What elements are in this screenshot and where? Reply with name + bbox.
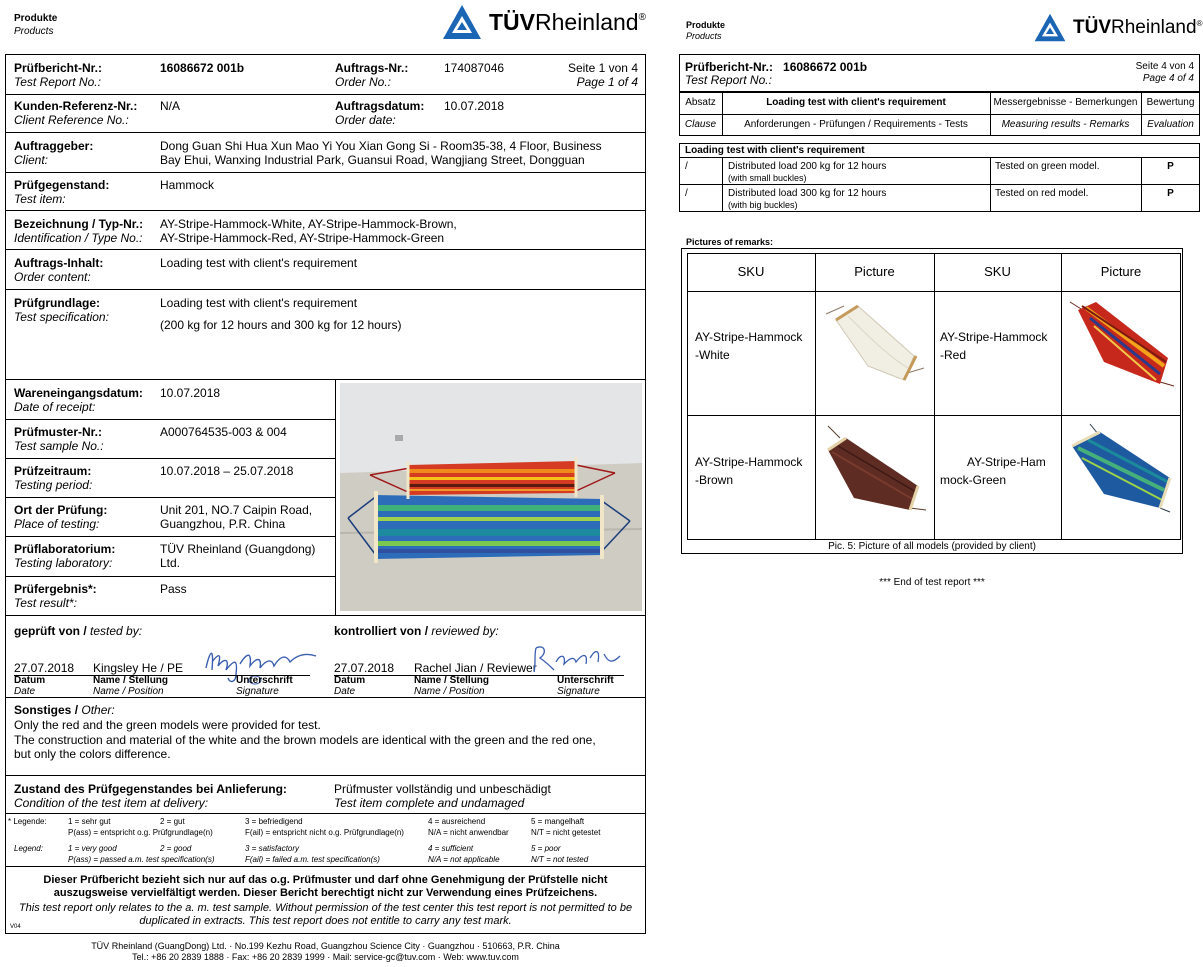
reviewed-col-date-de: Datum (334, 675, 366, 686)
legend-label-de: * Legende: (8, 817, 47, 826)
legend-en-3: 3 = satisfactory (245, 844, 300, 853)
legend-en-1: 1 = very good (68, 844, 117, 853)
order-date-label-en: Order date: (335, 113, 396, 127)
report-no-label-en: Test Report No.: (14, 75, 101, 89)
registered-mark: ® (638, 11, 646, 23)
r-row1-clause: / (685, 161, 688, 172)
r-head-picture-2: Picture (1100, 264, 1142, 279)
legend-en-4: 4 = sufficient (428, 844, 474, 853)
r-row2-remark: Tested on red model. (995, 188, 1089, 199)
order-date-label-de: Auftragsdatum: (335, 99, 425, 113)
r-col-eval-en: Evaluation (1147, 119, 1194, 130)
r-row1-eval: P (1167, 161, 1174, 172)
r-tuv-wordmark: TÜVRheinland (1073, 16, 1197, 38)
reviewed-col-sig-de: Unterschrift (557, 675, 614, 686)
legend-en-nt: N/T = not tested (531, 855, 589, 864)
condition-label-en: Condition of the test item at delivery: (14, 796, 209, 810)
order-no-label-de: Auftrags-Nr.: (335, 61, 409, 75)
reviewed-date: 27.07.2018 (334, 661, 395, 675)
sample-label-en: Test sample No.: (14, 439, 104, 453)
legend-de-1: 1 = sehr gut (68, 817, 111, 826)
r-row1-req-line2: (with small buckles) (728, 173, 807, 183)
r-tuv-triangle-icon (1033, 12, 1067, 43)
reviewed-by-heading: kontrolliert von / reviewed by: (334, 624, 499, 638)
r-sku-red-line2: -Red (940, 348, 967, 362)
r-section-title: Loading test with client's requirement (685, 145, 865, 156)
legend-en-na: N/A = not applicable (428, 855, 500, 864)
order-no-value: 174087046 (444, 61, 505, 75)
footer-line1: TÜV Rheinland (GuangDong) Ltd. · No.199 Kezhu Road, Guangzhou Science City · Guangzhou · 510663, P.R. China (91, 941, 560, 951)
other-line1: Only the red and the green models were provided for test. (14, 718, 321, 732)
r-sku-green-line1: AY-Stripe-Ham (967, 455, 1046, 469)
legend-de-pass: P(ass) = entspricht o.g. Prüfgrundlage(n) (68, 828, 213, 837)
period-label-en: Testing period: (14, 478, 93, 492)
disclaimer-en-line2: duplicated in extracts. This test report does not entitle to carry any test mark. (139, 915, 512, 927)
r-picture-green-hammock (1064, 420, 1178, 521)
spec-value-line1: Loading test with client's requirement (160, 296, 358, 310)
tested-col-date-en: Date (14, 686, 36, 697)
legend-en-pass: P(ass) = passed a.m. test specification(s) (68, 855, 215, 864)
result-value: Pass (160, 582, 187, 596)
page-number-en: Page 1 of 4 (576, 75, 638, 89)
tuv-logo (441, 3, 646, 41)
tuv-wordmark: TÜVRheinland (489, 8, 639, 35)
period-value: 10.07.2018 – 25.07.2018 (160, 464, 294, 478)
ident-value-line2: AY-Stripe-Hammock-Red, AY-Stripe-Hammock-Green (160, 231, 445, 245)
lab-label-de: Prüflaboratorium: (14, 542, 116, 556)
r-head-picture-1: Picture (854, 264, 895, 279)
r-row2-eval: P (1167, 188, 1174, 199)
r-picture-brown-hammock (818, 420, 930, 521)
lab-value-line2: Ltd. (160, 556, 181, 570)
r-sku-red-line1: AY-Stripe-Hammock (940, 330, 1048, 344)
r-row1-remark: Tested on green model. (995, 161, 1100, 172)
place-label-de: Ort der Prüfung: (14, 503, 108, 517)
order-no-label-en: Order No.: (335, 75, 392, 89)
sample-photo (340, 383, 642, 611)
client-address-line1: Dong Guan Shi Hua Xun Mao Yi You Xian Gong Si - Room35-38, 4 Floor, Business (160, 139, 602, 153)
report-no-value: 16086672 001b (160, 61, 245, 75)
r-col-title: Loading test with client's requirement (766, 97, 946, 108)
r-col-measuring-en: Measuring results - Remarks (1001, 119, 1130, 130)
client-ref-value: N/A (160, 99, 181, 113)
r-row2-req-line1: Distributed load 300 kg for 12 hours (728, 188, 887, 199)
legend-de-na: N/A = nicht anwendbar (428, 828, 509, 837)
content-value: Loading test with client's requirement (160, 256, 358, 270)
legend-de-fail: F(ail) = entspricht nicht o.g. Prüfgrundlage(n) (245, 828, 404, 837)
legend-de-nt: N/T = nicht getestet (531, 828, 601, 837)
other-line3: but only the colors difference. (14, 747, 171, 761)
tested-col-date-de: Datum (14, 675, 46, 686)
tested-col-sig-en: Signature (236, 686, 279, 697)
tuv-triangle-icon (441, 3, 483, 41)
tested-by-heading: geprüft von / tested by: (14, 624, 143, 638)
spec-label-en: Test specification: (14, 310, 109, 324)
receipt-label-en: Date of receipt: (14, 400, 96, 414)
disclaimer-de-line2: auszugsweise vervielfältigt werden. Dieser Bericht berechtigt nicht zur Verwendung eines Prüfzeichens. (53, 887, 598, 899)
reviewed-col-sig-en: Signature (557, 686, 600, 697)
r-caption: Pic. 5: Picture of all models (provided by client) (828, 541, 1036, 552)
r-row2-clause: / (685, 188, 688, 199)
place-value-line2: Guangzhou, P.R. China (160, 517, 286, 531)
r-picture-red-hammock (1064, 296, 1178, 397)
legend-de-5: 5 = mangelhaft (531, 817, 585, 826)
r-row2-req-line2: (with big buckles) (728, 200, 798, 210)
ident-label-en: Identification / Type No.: (14, 231, 143, 245)
r-row1-req-line1: Distributed load 200 kg for 12 hours (728, 161, 887, 172)
result-label-en: Test result*: (14, 596, 77, 610)
reviewed-name: Rachel Jian / Reviewer (414, 661, 537, 675)
r-sku-brown-line1: AY-Stripe-Hammock (695, 455, 803, 469)
legend-de-2: 2 = gut (160, 817, 185, 826)
item-label-de: Prüfgegenstand: (14, 178, 110, 192)
r-page-de: Seite 4 von 4 (1135, 61, 1194, 72)
r-col-requirements: Anforderungen - Prüfungen / Requirements - Tests (744, 119, 968, 130)
client-label-en: Client: (14, 153, 49, 167)
r-col-clause-de: Absatz (685, 97, 716, 108)
r-products-label-en: Products (686, 31, 722, 41)
content-label-de: Auftrags-Inhalt: (14, 256, 104, 270)
r-sku-green-line2: mock-Green (940, 473, 1007, 487)
lab-value-line1: TÜV Rheinland (Guangdong) (160, 542, 316, 556)
r-sku-white-line2: -White (695, 348, 730, 362)
place-value-line1: Unit 201, NO.7 Caipin Road, (160, 503, 313, 517)
spec-value-line2: (200 kg for 12 hours and 300 kg for 12 hours) (160, 318, 402, 332)
r-report-no-label-en: Test Report No.: (685, 73, 772, 87)
r-registered-mark: ® (1196, 19, 1203, 28)
legend-en-fail: F(ail) = failed a.m. test specification(s) (245, 855, 380, 864)
other-heading: Sonstiges / Other: (14, 703, 115, 717)
footer-line2: Tel.: +86 20 2839 1888 · Fax: +86 20 2839 1999 · Mail: service-gc@tuv.com · Web: www.tuv.com (132, 952, 519, 962)
item-value: Hammock (160, 178, 215, 192)
legend-en-2: 2 = good (160, 844, 192, 853)
products-label-en: Products (14, 26, 54, 37)
sample-label-de: Prüfmuster-Nr.: (14, 425, 103, 439)
tested-name: Kingsley He / PE (93, 661, 184, 675)
r-head-sku-2: SKU (984, 264, 1011, 279)
legend-en-5: 5 = poor (531, 844, 561, 853)
lab-label-en: Testing laboratory: (14, 556, 113, 570)
disclaimer-en-line1: This test report only relates to the a. m. test sample. Without permission of the test center this test report is not permitted to be (18, 902, 633, 914)
r-picture-white-hammock (818, 296, 930, 397)
r-tuv-logo (1033, 12, 1202, 43)
r-col-eval-de: Bewertung (1146, 97, 1195, 108)
receipt-label-de: Wareneingangsdatum: (14, 386, 143, 400)
condition-value-de: Prüfmuster vollständig und unbeschädigt (334, 782, 551, 796)
content-label-en: Order content: (14, 270, 91, 284)
r-head-sku-1: SKU (737, 264, 765, 279)
r-pictures-title: Pictures of remarks: (686, 237, 774, 247)
order-date-value: 10.07.2018 (444, 99, 505, 113)
legend-de-4: 4 = ausreichend (428, 817, 486, 826)
client-ref-label-de: Kunden-Referenz-Nr.: (14, 99, 138, 113)
r-col-clause-en: Clause (684, 119, 717, 130)
item-label-en: Test item: (14, 192, 66, 206)
ident-label-de: Bezeichnung / Typ-Nr.: (14, 217, 144, 231)
ident-value-line1: AY-Stripe-Hammock-White, AY-Stripe-Hammock-Brown, (160, 217, 457, 231)
disclaimer-de-line1: Dieser Prüfbericht bezieht sich nur auf das o.g. Prüfmuster und darf ohne Genehmigung der Prüfstelle nicht (43, 874, 608, 886)
reviewed-col-name-en: Name / Position (414, 686, 485, 697)
form-version: V04 (10, 924, 21, 930)
r-report-no-label-de: Prüfbericht-Nr.: 16086672 001b (685, 60, 868, 74)
r-col-measuring-de: Messergebnisse - Bemerkungen (993, 97, 1138, 108)
r-sku-white-line1: AY-Stripe-Hammock (695, 330, 803, 344)
legend-de-3: 3 = befriedigend (245, 817, 303, 826)
report-no-label-de: Prüfbericht-Nr.: (14, 61, 103, 75)
r-end-of-report: *** End of test report *** (879, 577, 985, 588)
tested-date: 27.07.2018 (14, 661, 75, 675)
client-label-de: Auftraggeber: (14, 139, 94, 153)
period-label-de: Prüfzeitraum: (14, 464, 92, 478)
other-line2: The construction and material of the white and the brown models are identical with the green and the red one, (14, 733, 596, 747)
place-label-en: Place of testing: (14, 517, 100, 531)
receipt-value: 10.07.2018 (160, 386, 221, 400)
r-sku-brown-line2: -Brown (695, 473, 734, 487)
client-ref-label-en: Client Reference No.: (14, 113, 129, 127)
condition-value-en: Test item complete and undamaged (334, 796, 525, 810)
spec-label-de: Prüfgrundlage: (14, 296, 100, 310)
page-number-de: Seite 1 von 4 (567, 61, 638, 75)
products-label-de: Produkte (14, 13, 58, 24)
tested-col-sig-de: Unterschrift (236, 675, 293, 686)
sample-value: A000764535-003 & 004 (160, 425, 287, 439)
tested-col-name-en: Name / Position (93, 686, 164, 697)
r-products-label-de: Produkte (686, 20, 726, 30)
client-address-line2: Bay Ehui, Wanxing Industrial Park, Guansui Road, Wangjiang Street, Dongguan (160, 153, 585, 167)
reviewed-col-date-en: Date (334, 686, 356, 697)
result-label-de: Prüfergebnis*: (14, 582, 97, 596)
legend-label-en: Legend: (14, 844, 43, 853)
r-page-en: Page 4 of 4 (1142, 73, 1194, 84)
condition-label-de: Zustand des Prüfgegenstandes bei Anlieferung: (14, 782, 287, 796)
reviewed-col-name-de: Name / Stellung (414, 675, 490, 686)
tested-col-name-de: Name / Stellung (93, 675, 169, 686)
